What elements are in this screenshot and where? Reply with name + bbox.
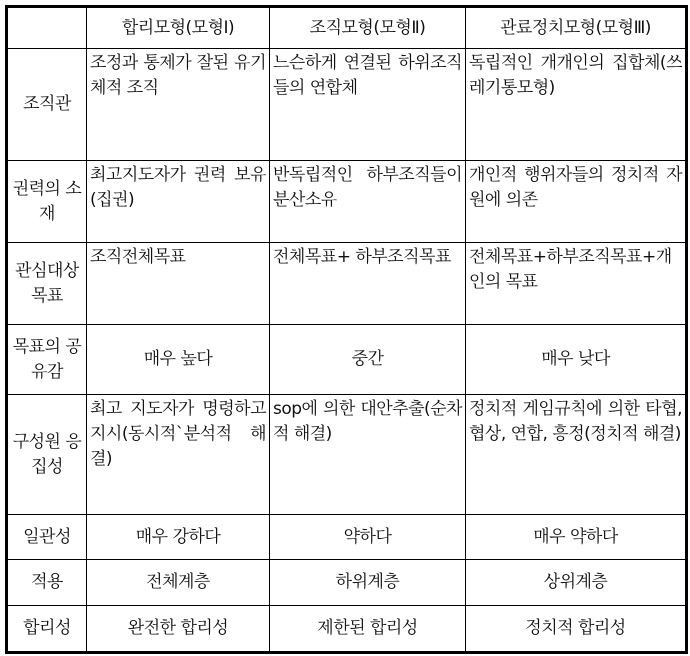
cell-model-1: 최고 지도자가 명령하고 지시(동시적`분석적 해결) (87, 395, 270, 515)
cell-model-3: 상위계층 (466, 560, 687, 606)
row-consistency (7, 515, 687, 560)
header-model-3: 관료정치모형(모형Ⅲ) (466, 7, 687, 49)
row-power-locus (7, 161, 687, 243)
cell-model-2: 전체목표+ 하부조직목표 (270, 243, 466, 325)
comparison-table (5, 5, 688, 654)
cell-model-2: sop에 의한 대안추출(순차적 해결) (270, 395, 466, 515)
cell-model-1: 최고지도자가 권력 보유(집권) (87, 161, 270, 243)
cell-model-1: 매우 높다 (87, 325, 270, 395)
header-row (7, 7, 687, 49)
header-corner (7, 7, 87, 49)
cell-model-3: 정치적 합리성 (466, 606, 687, 653)
cell-model-2: 약하다 (270, 515, 466, 560)
row-rationality (7, 606, 687, 653)
row-label: 관심대상목표 (7, 243, 87, 325)
row-label: 목표의 공유감 (7, 325, 87, 395)
cell-model-2: 반독립적인 하부조직들이 분산소유 (270, 161, 466, 243)
row-label: 적용 (7, 560, 87, 606)
row-label: 구성원 응집성 (7, 395, 87, 515)
header-model-1: 합리모형(모형Ⅰ) (87, 7, 270, 49)
row-member-cohesion (7, 395, 687, 515)
cell-model-1: 조직전체목표 (87, 243, 270, 325)
row-label: 합리성 (7, 606, 87, 653)
cell-model-3: 매우 약하다 (466, 515, 687, 560)
cell-model-3: 정치적 게임규칙에 의한 타협, 협상, 연합, 흥정(정치적 해결) (466, 395, 687, 515)
cell-model-1: 전체계층 (87, 560, 270, 606)
cell-model-1: 매우 강하다 (87, 515, 270, 560)
row-organization-view (7, 49, 687, 161)
cell-model-1: 조정과 통제가 잘된 유기체적 조직 (87, 49, 270, 161)
cell-model-2: 제한된 합리성 (270, 606, 466, 653)
row-label: 조직관 (7, 49, 87, 161)
row-target-goal (7, 243, 687, 325)
cell-model-3: 매우 낮다 (466, 325, 687, 395)
cell-model-3: 개인적 행위자들의 정치적 자원에 의존 (466, 161, 687, 243)
cell-model-2: 하위계층 (270, 560, 466, 606)
row-application (7, 560, 687, 606)
cell-model-2: 느슨하게 연결된 하위조직들의 연합체 (270, 49, 466, 161)
cell-model-2: 중간 (270, 325, 466, 395)
row-label: 일관성 (7, 515, 87, 560)
cell-model-1: 완전한 합리성 (87, 606, 270, 653)
row-label: 권력의 소재 (7, 161, 87, 243)
header-model-2: 조직모형(모형Ⅱ) (270, 7, 466, 49)
row-goal-sharing (7, 325, 687, 395)
cell-model-3: 독립적인 개개인의 집합체(쓰레기통모형) (466, 49, 687, 161)
cell-model-3: 전체목표+하부조직목표+개인의 목표 (466, 243, 687, 325)
